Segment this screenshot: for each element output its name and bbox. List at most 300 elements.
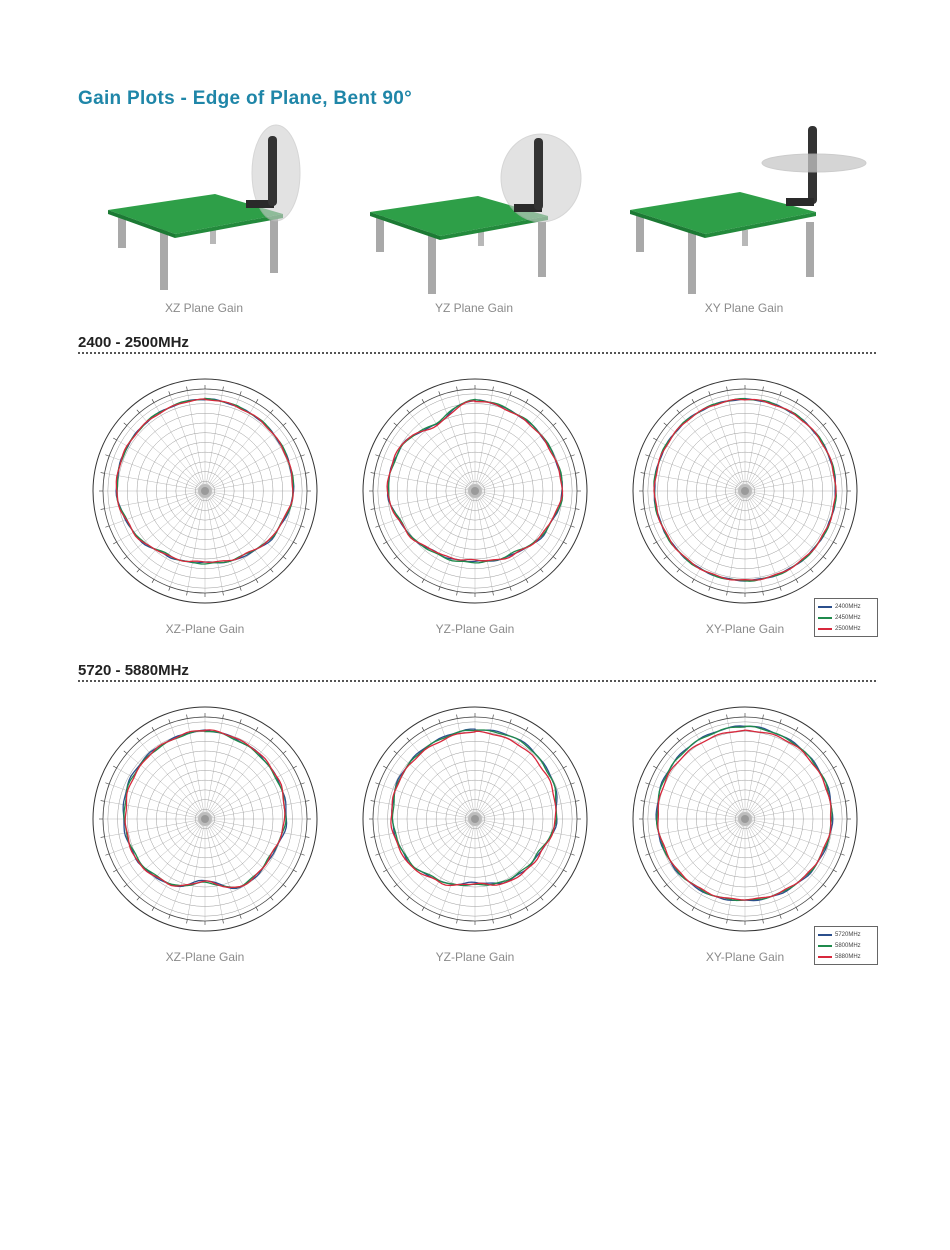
legend-item bbox=[818, 940, 874, 951]
polar-spoke bbox=[187, 391, 204, 486]
polar-spoke bbox=[657, 768, 740, 816]
legend-swatch bbox=[818, 617, 832, 619]
polar-tick bbox=[653, 870, 656, 872]
polar-chart-xy-5720 bbox=[620, 694, 870, 944]
polar-spoke bbox=[750, 822, 833, 870]
polar-spoke bbox=[481, 801, 576, 818]
polar-tick bbox=[301, 783, 305, 784]
polar-tick bbox=[422, 399, 424, 402]
polar-tick bbox=[283, 885, 286, 888]
polar-tick bbox=[137, 410, 140, 413]
polar-tick bbox=[293, 438, 296, 440]
polar-tick bbox=[796, 579, 798, 582]
polar-tick bbox=[223, 591, 224, 595]
polar-spoke bbox=[747, 723, 780, 813]
polar-spoke bbox=[170, 497, 203, 587]
legend-item bbox=[818, 601, 874, 612]
polar-tick bbox=[169, 391, 170, 395]
polar-tick bbox=[113, 766, 116, 768]
polar-tick bbox=[553, 557, 556, 560]
polar-tick bbox=[240, 587, 241, 591]
polar-tick bbox=[293, 766, 296, 768]
polar-spoke bbox=[657, 822, 740, 870]
polar-tick bbox=[780, 915, 781, 919]
polar-tick bbox=[692, 579, 694, 582]
polar-tick bbox=[394, 557, 397, 560]
polar-tick bbox=[493, 387, 494, 391]
polar-tick bbox=[653, 766, 656, 768]
section-divider bbox=[78, 352, 876, 354]
polar-tick bbox=[563, 766, 566, 768]
polar-tick bbox=[653, 438, 656, 440]
polar-grid bbox=[363, 707, 587, 931]
polar-tick bbox=[709, 391, 710, 395]
polar-tick bbox=[841, 455, 845, 456]
polar-grid bbox=[633, 379, 857, 603]
polar-tick bbox=[137, 738, 140, 741]
polar-spoke bbox=[751, 492, 846, 509]
polar-spoke bbox=[748, 496, 796, 579]
polar-tick bbox=[796, 727, 798, 730]
polar-tick bbox=[510, 587, 511, 591]
legend-label: 2450MHz bbox=[835, 614, 861, 621]
polar-spoke bbox=[424, 824, 472, 907]
illustration-xy bbox=[630, 126, 866, 294]
polar-tick bbox=[575, 837, 579, 838]
polar-chart-yz-2400 bbox=[350, 366, 600, 616]
polar-spoke bbox=[387, 768, 470, 816]
polar-spoke bbox=[478, 496, 526, 579]
polar-tick bbox=[271, 569, 274, 572]
polar-tick bbox=[457, 591, 458, 595]
polar-tick bbox=[371, 509, 375, 510]
polar-tick bbox=[763, 591, 764, 595]
polar-tick bbox=[692, 399, 694, 402]
polar-tick bbox=[845, 473, 849, 474]
polar-tick bbox=[541, 410, 544, 413]
polar-spoke bbox=[694, 824, 742, 907]
section-label-5720: 5720 - 5880MHz bbox=[78, 662, 189, 679]
polar-tick bbox=[169, 719, 170, 723]
polar-spoke bbox=[440, 497, 473, 587]
polar-tick bbox=[439, 391, 440, 395]
polar-center-hub bbox=[741, 487, 749, 495]
polar-tick bbox=[510, 719, 511, 723]
polar-tick bbox=[101, 801, 105, 802]
polar-tick bbox=[563, 542, 566, 544]
polar-tick bbox=[641, 837, 645, 838]
polar-spoke bbox=[210, 494, 293, 542]
polar-spoke bbox=[207, 825, 240, 915]
polar-tick bbox=[383, 542, 386, 544]
polar-tick bbox=[845, 837, 849, 838]
polar-spoke bbox=[170, 825, 203, 915]
polar-spoke bbox=[751, 821, 841, 854]
polar-tick bbox=[240, 391, 241, 395]
polar-spoke bbox=[727, 497, 744, 592]
polar-tick bbox=[780, 391, 781, 395]
illustration-caption-xz: XZ Plane Gain bbox=[164, 301, 244, 315]
polar-tick bbox=[187, 919, 188, 923]
polar-tick bbox=[575, 801, 579, 802]
illustration-yz bbox=[370, 134, 581, 294]
polar-tick bbox=[394, 423, 397, 426]
legend-label: 2500MHz bbox=[835, 625, 861, 632]
polar-spoke bbox=[208, 403, 256, 486]
polar-tick bbox=[692, 727, 694, 730]
polar-tick bbox=[105, 854, 109, 855]
polar-tick bbox=[271, 410, 274, 413]
polar-spoke bbox=[480, 494, 563, 542]
polar-grid bbox=[93, 379, 317, 603]
plot-caption: XZ-Plane Gain bbox=[165, 622, 245, 636]
legend-swatch bbox=[818, 934, 832, 936]
polar-spoke bbox=[476, 391, 493, 486]
polar-tick bbox=[841, 526, 845, 527]
polar-tick bbox=[645, 783, 649, 784]
polar-spoke bbox=[117, 440, 200, 488]
polar-grid bbox=[93, 707, 317, 931]
antenna-illustrations bbox=[0, 118, 950, 303]
plot-caption: XZ-Plane Gain bbox=[165, 950, 245, 964]
polar-tick bbox=[510, 915, 511, 919]
polar-tick bbox=[169, 587, 170, 591]
polar-tick bbox=[833, 766, 836, 768]
polar-spoke bbox=[481, 820, 576, 837]
polar-tick bbox=[571, 783, 575, 784]
polar-tick bbox=[301, 526, 305, 527]
polar-spoke bbox=[440, 825, 473, 915]
polar-tick bbox=[541, 569, 544, 572]
polar-spoke bbox=[208, 731, 256, 814]
polar-tick bbox=[664, 885, 667, 888]
page-title: Gain Plots - Edge of Plane, Bent 90° bbox=[78, 88, 413, 109]
polar-tick bbox=[823, 751, 826, 754]
polar-tick bbox=[256, 727, 258, 730]
legend-swatch bbox=[818, 606, 832, 608]
polar-tick bbox=[240, 915, 241, 919]
polar-tick bbox=[113, 438, 116, 440]
polar-spoke bbox=[211, 456, 301, 489]
polar-spoke bbox=[481, 456, 571, 489]
polar-spoke bbox=[207, 395, 240, 485]
illustration-caption-xy: XY Plane Gain bbox=[704, 301, 784, 315]
polar-tick bbox=[152, 907, 154, 910]
polar-tick bbox=[105, 783, 109, 784]
polar-tick bbox=[727, 591, 728, 595]
polar-spoke bbox=[210, 768, 293, 816]
polar-tick bbox=[152, 579, 154, 582]
polar-tick bbox=[677, 410, 680, 413]
section-label-2400: 2400 - 2500MHz bbox=[78, 334, 189, 351]
polar-spoke bbox=[457, 497, 474, 592]
polar-spoke bbox=[481, 821, 571, 854]
polar-tick bbox=[152, 727, 154, 730]
polar-spoke bbox=[117, 494, 200, 542]
polar-tick bbox=[375, 526, 379, 527]
polar-spoke bbox=[727, 391, 744, 486]
polar-tick bbox=[371, 473, 375, 474]
polar-tick bbox=[811, 738, 814, 741]
polar-spoke bbox=[109, 456, 199, 489]
polar-spoke bbox=[154, 731, 202, 814]
polar-spoke bbox=[751, 473, 846, 490]
polar-spoke bbox=[694, 403, 742, 486]
polar-spoke bbox=[710, 497, 743, 587]
polar-tick bbox=[641, 509, 645, 510]
polar-tick bbox=[493, 919, 494, 923]
legend-item bbox=[818, 929, 874, 940]
polar-tick bbox=[571, 854, 575, 855]
legend-item bbox=[818, 623, 874, 634]
polar-spoke bbox=[457, 825, 474, 920]
polar-spoke bbox=[748, 824, 796, 907]
polar-tick bbox=[780, 587, 781, 591]
polar-tick bbox=[841, 854, 845, 855]
polar-spoke bbox=[105, 801, 200, 818]
polar-tick bbox=[541, 738, 544, 741]
polar-tick bbox=[457, 387, 458, 391]
polar-spoke bbox=[710, 723, 743, 813]
polar-tick bbox=[833, 438, 836, 440]
polar-tick bbox=[677, 569, 680, 572]
polar-tick bbox=[571, 455, 575, 456]
section-divider bbox=[78, 680, 876, 682]
polar-tick bbox=[422, 579, 424, 582]
polar-tick bbox=[664, 751, 667, 754]
polar-spoke bbox=[211, 801, 306, 818]
polar-spoke bbox=[109, 821, 199, 854]
polar-tick bbox=[101, 509, 105, 510]
polar-tick bbox=[641, 473, 645, 474]
polar-tick bbox=[763, 715, 764, 719]
polar-spoke bbox=[424, 496, 472, 579]
polar-grid bbox=[633, 707, 857, 931]
polar-tick bbox=[439, 915, 440, 919]
polar-tick bbox=[113, 542, 116, 544]
polar-tick bbox=[645, 854, 649, 855]
polar-tick bbox=[383, 870, 386, 872]
legend-swatch bbox=[818, 956, 832, 958]
polar-spoke bbox=[187, 497, 204, 592]
polar-tick bbox=[383, 438, 386, 440]
polar-spoke bbox=[154, 403, 202, 486]
polar-tick bbox=[526, 907, 528, 910]
polar-spoke bbox=[747, 825, 780, 915]
polar-tick bbox=[541, 897, 544, 900]
legend-label: 5800MHz bbox=[835, 942, 861, 949]
polar-spoke bbox=[751, 456, 841, 489]
polar-tick bbox=[575, 509, 579, 510]
polar-tick bbox=[727, 715, 728, 719]
polar-tick bbox=[240, 719, 241, 723]
polar-tick bbox=[823, 885, 826, 888]
polar-spoke bbox=[207, 497, 240, 587]
polar-spoke bbox=[478, 731, 526, 814]
polar-tick bbox=[394, 885, 397, 888]
polar-tick bbox=[124, 751, 127, 754]
polar-tick bbox=[383, 766, 386, 768]
polar-spoke bbox=[210, 440, 293, 488]
polar-spoke bbox=[694, 496, 742, 579]
polar-spoke bbox=[109, 784, 199, 817]
polar-tick bbox=[137, 897, 140, 900]
polar-tick bbox=[301, 854, 305, 855]
polar-tick bbox=[439, 587, 440, 591]
polar-tick bbox=[457, 715, 458, 719]
polar-tick bbox=[305, 837, 309, 838]
polar-spoke bbox=[657, 494, 740, 542]
polar-tick bbox=[375, 854, 379, 855]
polar-spoke bbox=[747, 395, 780, 485]
polar-tick bbox=[553, 885, 556, 888]
polar-spoke bbox=[154, 824, 202, 907]
polar-tick bbox=[571, 526, 575, 527]
polar-spoke bbox=[746, 391, 763, 486]
polar-tick bbox=[293, 542, 296, 544]
polar-tick bbox=[811, 410, 814, 413]
polar-spoke bbox=[476, 497, 493, 592]
polar-tick bbox=[256, 579, 258, 582]
polar-spoke bbox=[477, 825, 510, 915]
polar-chart-xz-2400 bbox=[80, 366, 330, 616]
legend-label: 2400MHz bbox=[835, 603, 861, 610]
polar-tick bbox=[407, 738, 410, 741]
polar-tick bbox=[187, 715, 188, 719]
polar-spoke bbox=[748, 403, 796, 486]
polar-tick bbox=[113, 870, 116, 872]
polar-tick bbox=[101, 837, 105, 838]
polar-chart-yz-5720 bbox=[350, 694, 600, 944]
polar-tick bbox=[371, 801, 375, 802]
polar-tick bbox=[645, 526, 649, 527]
polar-center-hub bbox=[471, 815, 479, 823]
polar-spoke bbox=[751, 493, 841, 526]
polar-spoke bbox=[746, 497, 763, 592]
polar-spoke bbox=[477, 497, 510, 587]
polar-tick bbox=[841, 783, 845, 784]
polar-spoke bbox=[746, 825, 763, 920]
polar-spoke bbox=[206, 391, 223, 486]
polar-spoke bbox=[645, 473, 740, 490]
polar-tick bbox=[796, 907, 798, 910]
polar-tick bbox=[105, 526, 109, 527]
polar-spoke bbox=[710, 395, 743, 485]
polar-tick bbox=[394, 751, 397, 754]
polar-tick bbox=[575, 473, 579, 474]
polar-tick bbox=[823, 423, 826, 426]
polar-grid bbox=[363, 379, 587, 603]
polar-tick bbox=[727, 919, 728, 923]
polar-spoke bbox=[645, 492, 740, 509]
polar-tick bbox=[709, 587, 710, 591]
polar-tick bbox=[645, 455, 649, 456]
legend-label: 5720MHz bbox=[835, 931, 861, 938]
polar-tick bbox=[457, 919, 458, 923]
polar-spoke bbox=[210, 822, 293, 870]
polar-tick bbox=[664, 423, 667, 426]
polar-tick bbox=[422, 727, 424, 730]
polar-spoke bbox=[109, 493, 199, 526]
polar-tick bbox=[137, 569, 140, 572]
polar-tick bbox=[526, 399, 528, 402]
polar-tick bbox=[301, 455, 305, 456]
polar-tick bbox=[763, 919, 764, 923]
polar-spoke bbox=[208, 824, 256, 907]
polar-tick bbox=[283, 557, 286, 560]
polar-spoke bbox=[657, 440, 740, 488]
polar-chart-xy-2400 bbox=[620, 366, 870, 616]
polar-tick bbox=[439, 719, 440, 723]
polar-spoke bbox=[211, 821, 301, 854]
polar-tick bbox=[293, 870, 296, 872]
polar-center-hub bbox=[471, 487, 479, 495]
polar-spoke bbox=[375, 801, 470, 818]
polar-tick bbox=[305, 509, 309, 510]
polar-center-hub bbox=[201, 815, 209, 823]
polar-tick bbox=[124, 885, 127, 888]
polar-spoke bbox=[170, 395, 203, 485]
polar-tick bbox=[526, 727, 528, 730]
polar-tick bbox=[256, 907, 258, 910]
polar-tick bbox=[187, 591, 188, 595]
polar-tick bbox=[101, 473, 105, 474]
polar-tick bbox=[833, 542, 836, 544]
polar-tick bbox=[526, 579, 528, 582]
polar-spoke bbox=[748, 731, 796, 814]
polar-tick bbox=[375, 783, 379, 784]
illustration-xz bbox=[108, 125, 300, 290]
polar-tick bbox=[811, 569, 814, 572]
polar-tick bbox=[563, 438, 566, 440]
polar-tick bbox=[271, 738, 274, 741]
polar-tick bbox=[677, 738, 680, 741]
polar-center-hub bbox=[741, 815, 749, 823]
legend-item bbox=[818, 951, 874, 962]
chart-legend bbox=[814, 598, 878, 637]
polar-spoke bbox=[208, 496, 256, 579]
polar-spoke bbox=[750, 494, 833, 542]
polar-spoke bbox=[187, 825, 204, 920]
polar-tick bbox=[305, 473, 309, 474]
polar-tick bbox=[510, 391, 511, 395]
polar-tick bbox=[371, 837, 375, 838]
series-line bbox=[387, 401, 562, 561]
polar-spoke bbox=[211, 784, 301, 817]
polar-spoke bbox=[750, 440, 833, 488]
polar-tick bbox=[811, 897, 814, 900]
polar-tick bbox=[124, 423, 127, 426]
polar-tick bbox=[653, 542, 656, 544]
polar-center-hub bbox=[201, 487, 209, 495]
plot-caption: XY-Plane Gain bbox=[705, 950, 785, 964]
plot-caption: YZ-Plane Gain bbox=[435, 622, 515, 636]
polar-tick bbox=[845, 509, 849, 510]
polar-tick bbox=[763, 387, 764, 391]
polar-spoke bbox=[211, 493, 301, 526]
polar-tick bbox=[493, 591, 494, 595]
polar-chart-xz-5720 bbox=[80, 694, 330, 944]
polar-tick bbox=[407, 897, 410, 900]
polar-tick bbox=[105, 455, 109, 456]
plot-caption: XY-Plane Gain bbox=[705, 622, 785, 636]
polar-tick bbox=[493, 715, 494, 719]
polar-spoke bbox=[649, 456, 739, 489]
polar-spoke bbox=[477, 723, 510, 813]
polar-spoke bbox=[105, 820, 200, 837]
polar-spoke bbox=[747, 497, 780, 587]
polar-tick bbox=[305, 801, 309, 802]
